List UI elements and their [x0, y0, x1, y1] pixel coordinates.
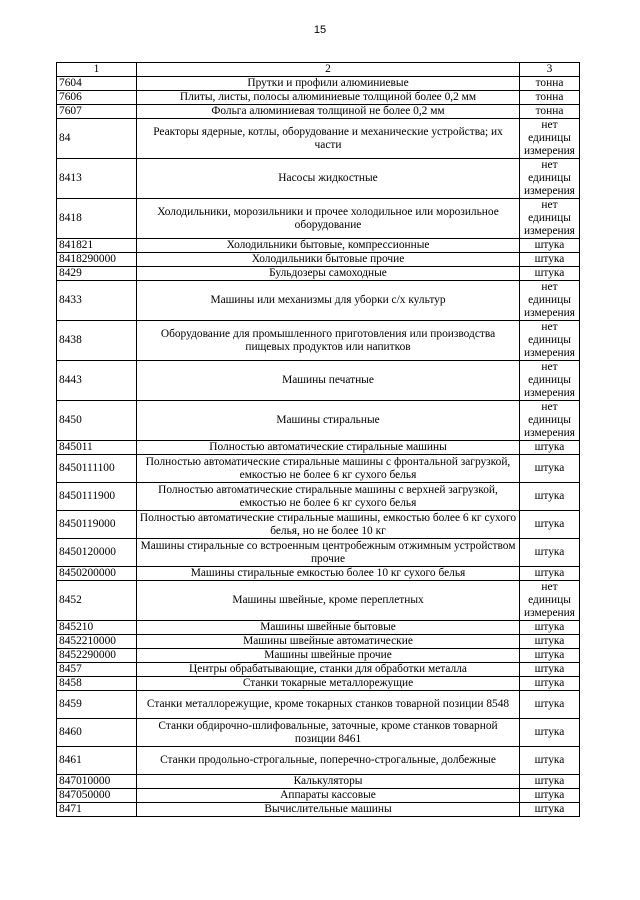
- row-unit: штука: [520, 455, 580, 483]
- row-code: 8452290000: [57, 649, 137, 663]
- table-row: [57, 649, 580, 663]
- row-name: Вычислительные машины: [137, 803, 520, 817]
- page-number: 15: [313, 24, 327, 36]
- row-unit: штука: [520, 483, 580, 511]
- row-name: Насосы жидкостные: [137, 159, 520, 199]
- table-row: [57, 105, 580, 119]
- table-row: [57, 199, 580, 239]
- commodity-table: [56, 62, 580, 817]
- column-header-1: 1: [57, 63, 137, 77]
- row-code: 8450111100: [57, 455, 137, 483]
- row-unit: штука: [520, 719, 580, 747]
- row-name: Машины швейные прочие: [137, 649, 520, 663]
- row-name: Машины стиральные со встроенным центробежным отжимным устройством прочие: [137, 539, 520, 567]
- table-row: [57, 119, 580, 159]
- row-name: Фольга алюминиевая толщиной не более 0,2 мм: [137, 105, 520, 119]
- table-row: [57, 621, 580, 635]
- row-name: Холодильники, морозильники и прочее холодильное или морозильное оборудование: [137, 199, 520, 239]
- table-row: [57, 91, 580, 105]
- row-unit: штука: [520, 803, 580, 817]
- row-code: 8459: [57, 691, 137, 719]
- table-row: [57, 441, 580, 455]
- row-unit: нет единицы измерения: [520, 159, 580, 199]
- row-unit: штука: [520, 239, 580, 253]
- row-unit: штука: [520, 649, 580, 663]
- table-row: [57, 321, 580, 361]
- row-unit: штука: [520, 253, 580, 267]
- row-code: 8418: [57, 199, 137, 239]
- row-unit: нет единицы измерения: [520, 401, 580, 441]
- table-row: [57, 511, 580, 539]
- row-name: Станки токарные металлорежущие: [137, 677, 520, 691]
- row-name: Реакторы ядерные, котлы, оборудование и механические устройства; их части: [137, 119, 520, 159]
- row-name: Машины или механизмы для уборки с/х культур: [137, 281, 520, 321]
- row-name: Аппараты кассовые: [137, 789, 520, 803]
- table-row: [57, 253, 580, 267]
- row-unit: штука: [520, 747, 580, 775]
- row-code: 8418290000: [57, 253, 137, 267]
- row-name: Машины стиральные емкостью более 10 кг сухого белья: [137, 567, 520, 581]
- row-code: 8443: [57, 361, 137, 401]
- table-row: [57, 635, 580, 649]
- row-code: 841821: [57, 239, 137, 253]
- table-row: [57, 803, 580, 817]
- row-unit: штука: [520, 677, 580, 691]
- row-code: 8450119000: [57, 511, 137, 539]
- table-row: [57, 539, 580, 567]
- row-unit: тонна: [520, 91, 580, 105]
- row-code: 7604: [57, 77, 137, 91]
- row-name: Полностью автоматические стиральные машины, емкостью более 6 кг сухого белья, но не более 10 кг: [137, 511, 520, 539]
- table-row: [57, 775, 580, 789]
- row-code: 84: [57, 119, 137, 159]
- row-name: Холодильники бытовые, компрессионные: [137, 239, 520, 253]
- row-unit: штука: [520, 267, 580, 281]
- row-code: 7607: [57, 105, 137, 119]
- row-code: 8413: [57, 159, 137, 199]
- table-body: [57, 77, 580, 817]
- row-name: Машины стиральные: [137, 401, 520, 441]
- row-unit: нет единицы измерения: [520, 361, 580, 401]
- table-row: [57, 77, 580, 91]
- table-row: [57, 719, 580, 747]
- row-code: 8471: [57, 803, 137, 817]
- row-code: 7606: [57, 91, 137, 105]
- table-row: [57, 483, 580, 511]
- row-name: Оборудование для промышленного приготовления или производства пищевых продуктов или напитков: [137, 321, 520, 361]
- row-unit: штука: [520, 775, 580, 789]
- row-code: 845011: [57, 441, 137, 455]
- row-name: Прутки и профили алюминиевые: [137, 77, 520, 91]
- row-code: 8450111900: [57, 483, 137, 511]
- row-code: 8461: [57, 747, 137, 775]
- row-name: Полностью автоматические стиральные машины с верхней загрузкой, емкостью не более 6 кг сухого белья: [137, 483, 520, 511]
- row-unit: штука: [520, 567, 580, 581]
- row-name: Станки обдирочно-шлифовальные, заточные, кроме станков товарной позиции 8461: [137, 719, 520, 747]
- row-unit: штука: [520, 539, 580, 567]
- row-code: 847050000: [57, 789, 137, 803]
- row-unit: штука: [520, 789, 580, 803]
- row-code: 847010000: [57, 775, 137, 789]
- row-unit: нет единицы измерения: [520, 281, 580, 321]
- row-code: 8452210000: [57, 635, 137, 649]
- table-row: [57, 361, 580, 401]
- row-code: 845210: [57, 621, 137, 635]
- row-unit: тонна: [520, 77, 580, 91]
- table-row: [57, 663, 580, 677]
- table-row: [57, 159, 580, 199]
- row-name: Машины печатные: [137, 361, 520, 401]
- row-name: Плиты, листы, полосы алюминиевые толщиной более 0,2 мм: [137, 91, 520, 105]
- row-unit: штука: [520, 691, 580, 719]
- row-unit: нет единицы измерения: [520, 119, 580, 159]
- row-code: 8450120000: [57, 539, 137, 567]
- table-row: [57, 747, 580, 775]
- column-header-2: 2: [137, 63, 520, 77]
- row-code: 8450200000: [57, 567, 137, 581]
- row-name: Машины швейные бытовые: [137, 621, 520, 635]
- table-row: [57, 267, 580, 281]
- row-code: 8458: [57, 677, 137, 691]
- table-row: [57, 567, 580, 581]
- table-row: [57, 239, 580, 253]
- row-name: Калькуляторы: [137, 775, 520, 789]
- row-code: 8438: [57, 321, 137, 361]
- row-unit: нет единицы измерения: [520, 199, 580, 239]
- row-unit: штука: [520, 621, 580, 635]
- row-name: Полностью автоматические стиральные машины с фронтальной загрузкой, емкостью не более 6 кг сухого белья: [137, 455, 520, 483]
- table-row: [57, 677, 580, 691]
- row-code: 8452: [57, 581, 137, 621]
- table-row: [57, 455, 580, 483]
- row-unit: штука: [520, 441, 580, 455]
- row-name: Машины швейные, кроме переплетных: [137, 581, 520, 621]
- row-name: Станки продольно-строгальные, поперечно-строгальные, долбежные: [137, 747, 520, 775]
- row-name: Станки металлорежущие, кроме токарных станков товарной позиции 8548: [137, 691, 520, 719]
- row-unit: нет единицы измерения: [520, 321, 580, 361]
- row-code: 8450: [57, 401, 137, 441]
- row-code: 8433: [57, 281, 137, 321]
- table-row: [57, 789, 580, 803]
- row-unit: штука: [520, 635, 580, 649]
- row-name: Полностью автоматические стиральные машины: [137, 441, 520, 455]
- row-unit: тонна: [520, 105, 580, 119]
- row-code: 8429: [57, 267, 137, 281]
- row-name: Холодильники бытовые прочие: [137, 253, 520, 267]
- row-unit: штука: [520, 663, 580, 677]
- table-row: [57, 691, 580, 719]
- table-row: [57, 581, 580, 621]
- row-unit: нет единицы измерения: [520, 581, 580, 621]
- row-name: Бульдозеры самоходные: [137, 267, 520, 281]
- column-header-3: 3: [520, 63, 580, 77]
- row-name: Центры обрабатывающие, станки для обработки металла: [137, 663, 520, 677]
- row-code: 8460: [57, 719, 137, 747]
- row-name: Машины швейные автоматические: [137, 635, 520, 649]
- table-row: [57, 281, 580, 321]
- table-row: [57, 401, 580, 441]
- row-unit: штука: [520, 511, 580, 539]
- row-code: 8457: [57, 663, 137, 677]
- table-header-row: [57, 63, 580, 77]
